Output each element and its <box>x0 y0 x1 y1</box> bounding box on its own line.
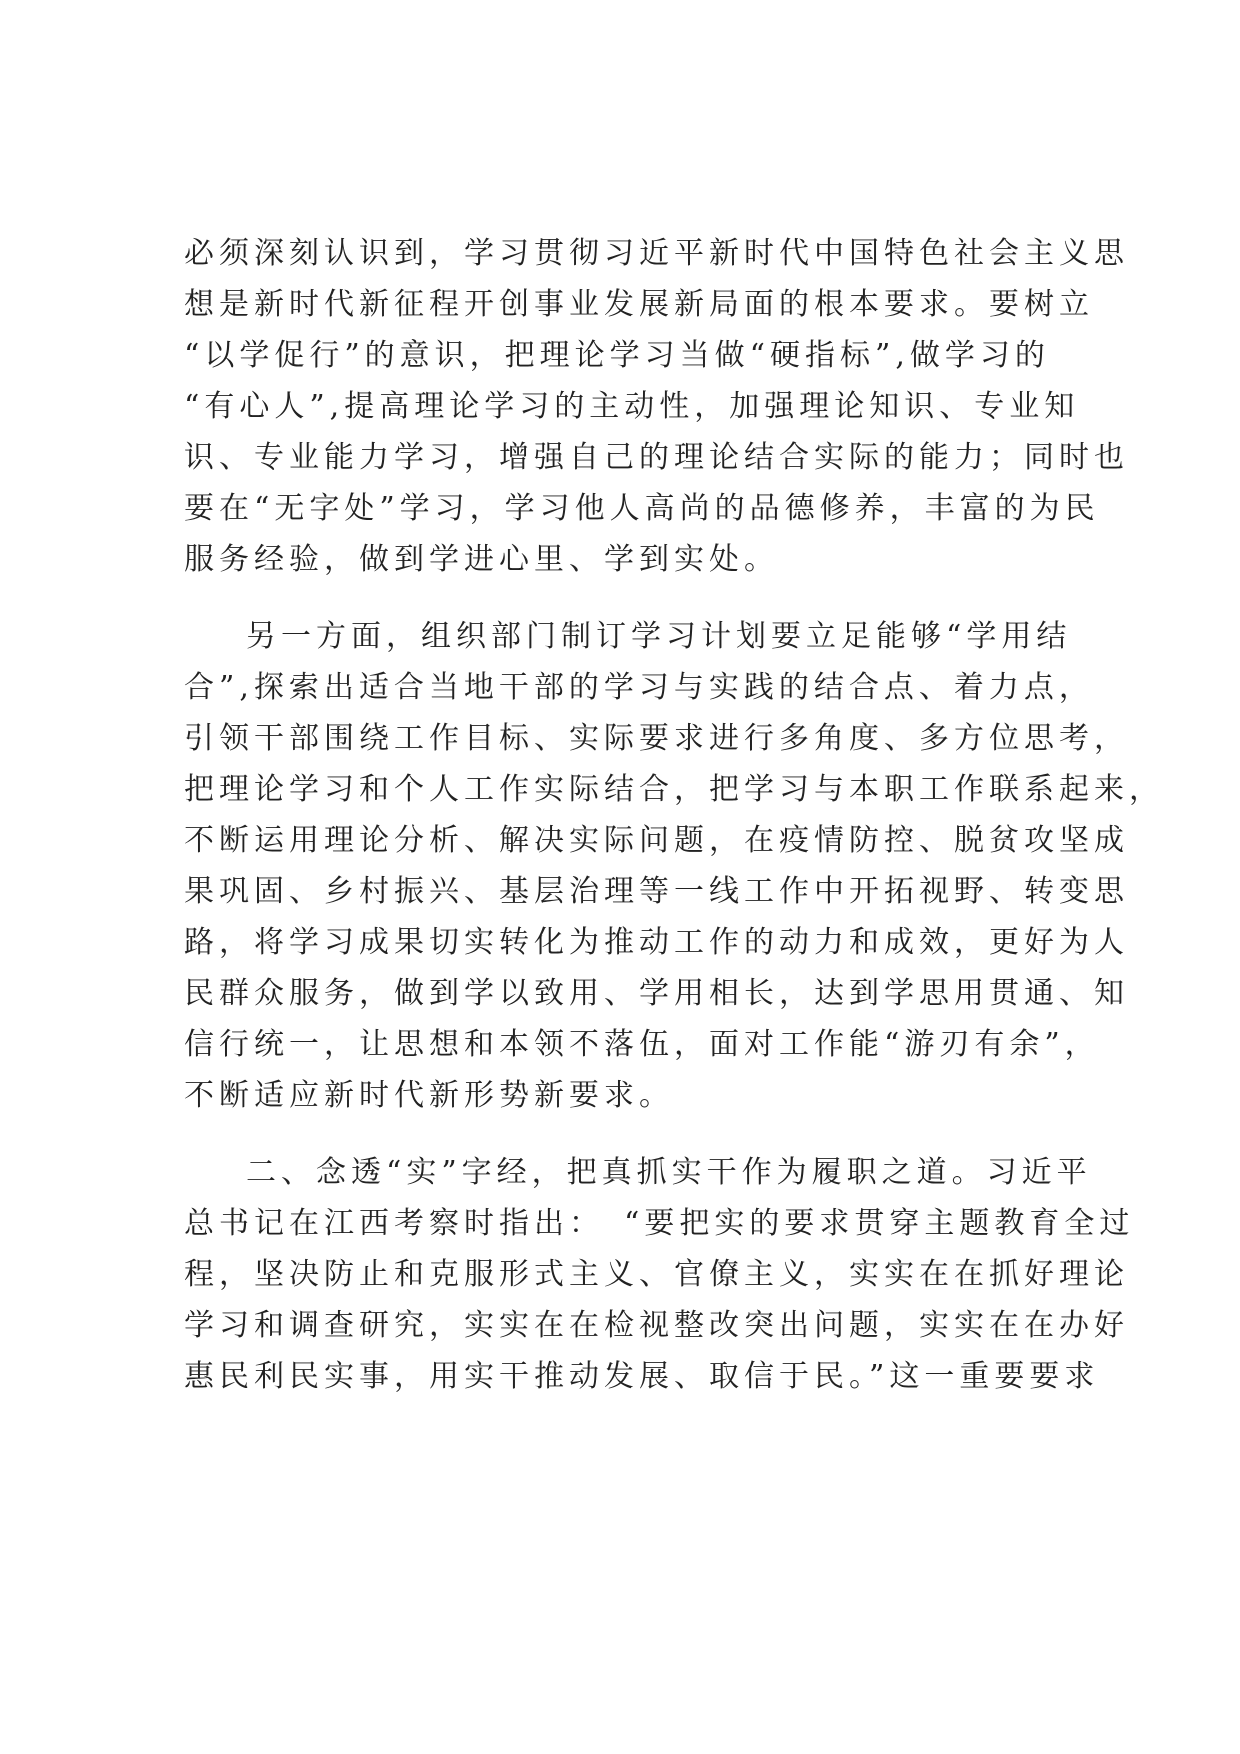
paragraph-2-line-2: 合”,探索出适合当地干部的学习与实践的结合点、着力点， <box>184 670 1094 705</box>
paragraph-2-line-8: 民群众服务，做到学以致用、学用相长，达到学思用贯通、知 <box>184 976 1129 1011</box>
document-body <box>184 228 1164 1402</box>
paragraph-1-line-3: “以学促行”的意识，把理论学习当做“硬指标”,做学习的 <box>184 338 1050 373</box>
paragraph-3-line-5: 惠民利民实事，用实干推动发展、取信于民。”这一重要要求 <box>184 1359 1100 1394</box>
paragraph-2-line-7: 路，将学习成果切实转化为推动工作的动力和成效，更好为人 <box>184 925 1129 960</box>
paragraph-3-line-4: 学习和调查研究，实实在在检视整改突出问题，实实在在办好 <box>184 1308 1129 1343</box>
paragraph-3-line-3: 程，坚决防止和克服形式主义、官僚主义，实实在在抓好理论 <box>184 1257 1129 1292</box>
paragraph-3-line-1: 二、念透“实”字经，把真抓实干作为履职之道。习近平 <box>246 1155 1092 1190</box>
paragraph-1-line-7: 服务经验，做到学进心里、学到实处。 <box>184 542 779 577</box>
paragraph-3-line-2: 总书记在江西考察时指出： “要把实的要求贯穿主题教育全过 <box>184 1206 1135 1241</box>
paragraph-1-line-1: 必须深刻认识到，学习贯彻习近平新时代中国特色社会主义思 <box>184 236 1129 271</box>
paragraph-2-line-6: 果巩固、乡村振兴、基层治理等一线工作中开拓视野、转变思 <box>184 874 1129 909</box>
paragraph-2-line-9: 信行统一，让思想和本领不落伍，面对工作能“游刃有余”， <box>184 1027 1100 1062</box>
paragraph-1-line-2: 想是新时代新征程开创事业发展新局面的根本要求。要树立 <box>184 287 1094 322</box>
paragraph-2-line-3: 引领干部围绕工作目标、实际要求进行多角度、多方位思考， <box>184 721 1129 756</box>
paragraph-2-line-4: 把理论学习和个人工作实际结合，把学习与本职工作联系起来， <box>184 772 1164 807</box>
paragraph-1-line-6: 要在“无字处”学习，学习他人高尚的品德修养，丰富的为民 <box>184 491 1100 526</box>
paragraph-2-line-1: 另一方面，组织部门制订学习计划要立足能够“学用结 <box>246 619 1072 654</box>
paragraph-2-line-5: 不断运用理论分析、解决实际问题，在疫情防控、脱贫攻坚成 <box>184 823 1129 858</box>
paragraph-2-line-10: 不断适应新时代新形势新要求。 <box>184 1078 674 1113</box>
paragraph-1-line-5: 识、专业能力学习，增强自己的理论结合实际的能力；同时也 <box>184 440 1129 475</box>
paragraph-1-line-4: “有心人”,提高理论学习的主动性，加强理论知识、专业知 <box>184 389 1080 424</box>
